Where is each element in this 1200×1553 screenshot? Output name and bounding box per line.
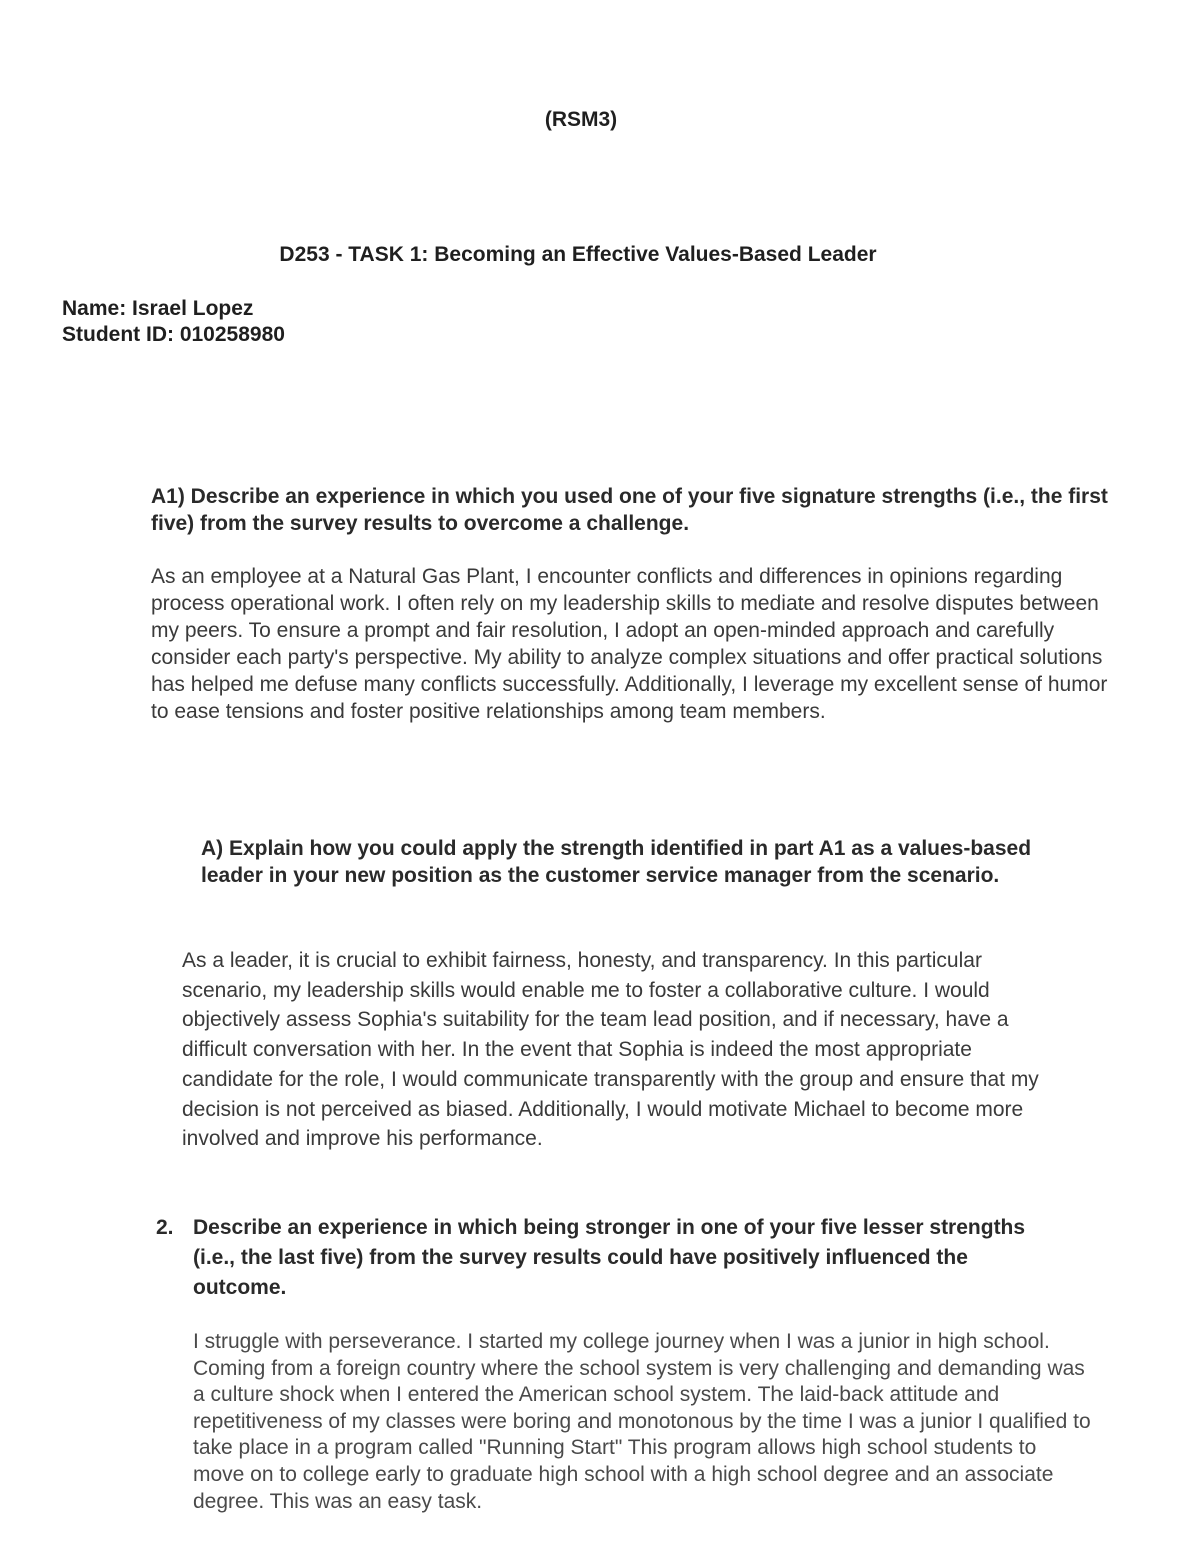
document-title: D253 - TASK 1: Becoming an Effective Values-Based Leader (279, 243, 877, 266)
answer-2: I struggle with perseverance. I started my college journey when I was a junior in high school. Coming from a foreign country where the school system is very challenging and demanding was a culture shock when I entered the American school system. The laid-back attitude and repetitiveness of my classes were boring and monotonous by the time I was a junior I qualified to take place in a program called "Running Start" This program allows high school students to move on to college early to graduate high school with a high school degree and an associate degree. This was an easy task. (193, 1330, 1091, 1513)
question-2-number: 2. (156, 1216, 174, 1239)
student-name: Name: Israel Lopez (62, 297, 254, 320)
document-code: (RSM3) (544, 108, 618, 131)
question-a1: A1) Describe an experience in which you used one of your five signature strengths (i.e., the first five) from the survey results to overcome a challenge. (151, 485, 1108, 535)
student-id: Student ID: 010258980 (62, 323, 285, 346)
answer-a: As a leader, it is crucial to exhibit fairness, honesty, and transparency. In this particular scenario, my leadership skills would enable me to foster a collaborative culture. I would objectively assess Sophia's suitability for the team lead position, and if necessary, have a difficult conversation with her. In the event that Sophia is indeed the most appropriate candidate for the role, I would communicate transparently with the group and ensure that my decision is not perceived as biased. Additionally, I would motivate Michael to become more involved and improve his performance. (182, 949, 1039, 1151)
question-a: A) Explain how you could apply the strength identified in part A1 as a values-based leader in your new position as the customer service manager from the scenario. (201, 837, 1032, 887)
question-2: Describe an experience in which being stronger in one of your five lesser strengths (i.e., the last five) from the survey results could have positively influenced the outcome. (193, 1216, 1026, 1299)
answer-a1: As an employee at a Natural Gas Plant, I encounter conflicts and differences in opinions regarding process operational work. I often rely on my leadership skills to mediate and resolve disputes between my peers. To ensure a prompt and fair resolution, I adopt an open-minded approach and carefully consider each party's perspective. My ability to analyze complex situations and offer practical solutions has helped me defuse many conflicts successfully. Additionally, I leverage my excellent sense of humor to ease tensions and foster positive relationships among team members. (151, 565, 1108, 723)
